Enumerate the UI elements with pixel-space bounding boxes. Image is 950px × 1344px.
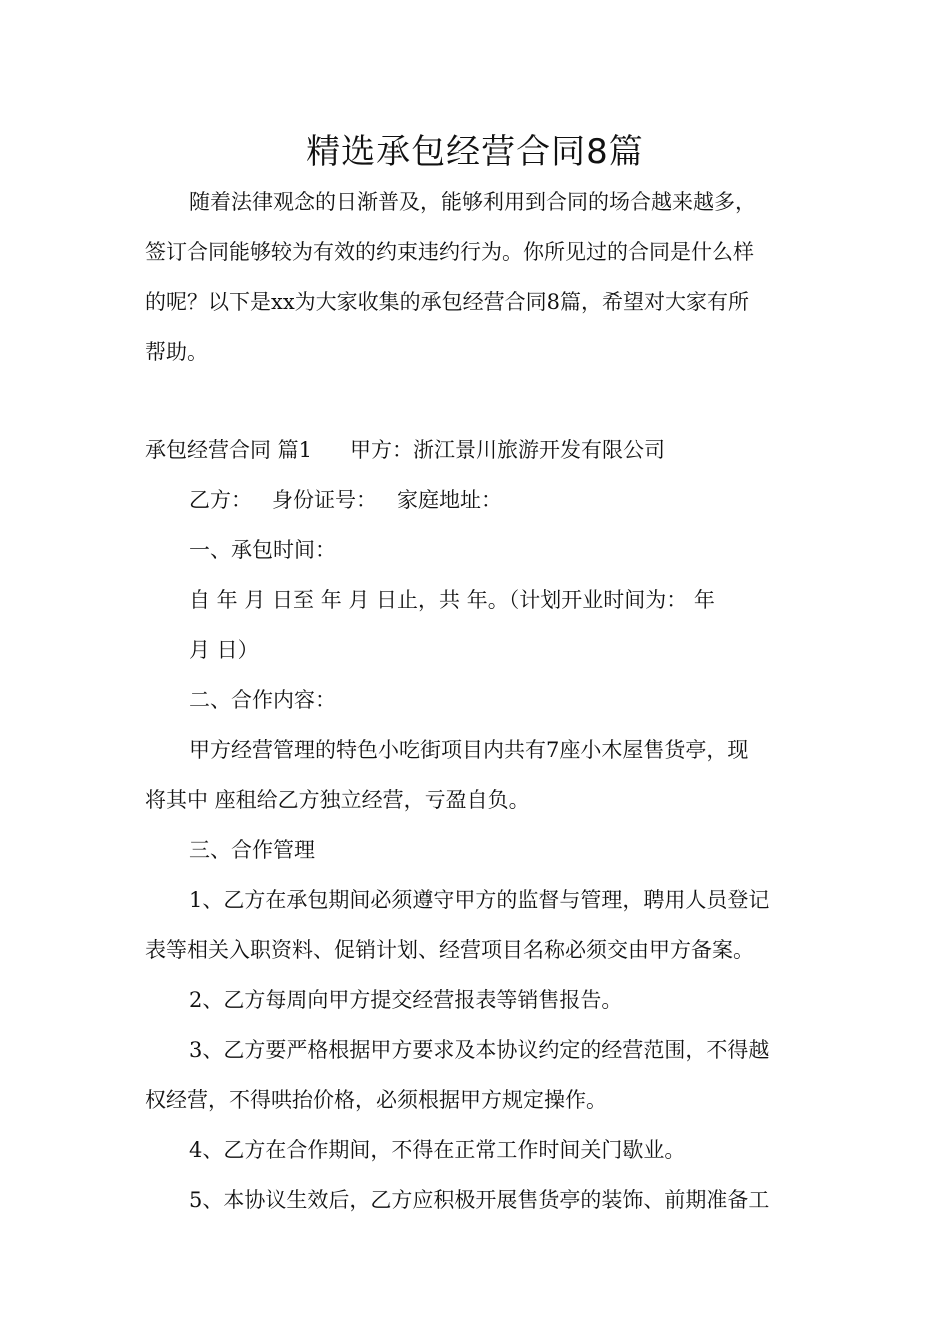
coop-line: 甲方经营管理的特色小吃街项目内共有7座小木屋售货亭，现	[189, 738, 749, 762]
section-heading: 承包经营合同 篇1	[145, 438, 313, 462]
address-label: 家庭地址：	[397, 488, 502, 512]
clause-line: 1、乙方在承包期间必须遵守甲方的监督与管理，聘用人员登记	[189, 888, 770, 912]
term-line: 月 日）	[189, 638, 259, 662]
party-b-label: 乙方：	[189, 488, 252, 512]
mgmt-heading: 三、合作管理	[189, 838, 315, 862]
id-number-label: 身份证号：	[272, 488, 377, 512]
clause-line: 5、本协议生效后，乙方应积极开展售货亭的装饰、前期准备工	[189, 1188, 770, 1212]
intro-line: 帮助。	[145, 340, 208, 364]
term-line: 自 年 月 日至 年 月 日止，共 年。（计划开业时间为： 年	[189, 588, 715, 612]
intro-paragraph	[145, 177, 810, 377]
coop-section	[145, 675, 810, 825]
clause-line: 权经营，不得哄抬价格，必须根据甲方规定操作。	[145, 1088, 607, 1112]
section-header-line	[145, 425, 810, 475]
intro-line: 签订合同能够较为有效的约束违约行为。你所见过的合同是什么样	[145, 240, 754, 264]
coop-heading: 二、合作内容：	[189, 688, 336, 712]
clause-line: 表等相关入职资料、促销计划、经营项目名称必须交由甲方备案。	[145, 938, 754, 962]
clause-line: 3、乙方要严格根据甲方要求及本协议约定的经营范围，不得越	[189, 1038, 770, 1062]
term-section	[145, 525, 810, 675]
clause-line: 2、乙方每周向甲方提交经营报表等销售报告。	[189, 988, 623, 1012]
clause-line: 4、乙方在合作期间，不得在正常工作时间关门歇业。	[189, 1138, 686, 1162]
mgmt-section	[145, 825, 810, 1225]
intro-line: 随着法律观念的日渐普及，能够利用到合同的场合越来越多，	[189, 190, 756, 214]
term-heading: 一、承包时间：	[189, 538, 336, 562]
coop-line: 将其中 座租给乙方独立经营，亏盈自负。	[145, 788, 530, 812]
document-title: 精选承包经营合同8篇	[306, 132, 644, 172]
party-b-line	[145, 475, 810, 525]
party-a: 甲方：浙江景川旅游开发有限公司	[350, 438, 666, 462]
intro-line: 的呢？以下是xx为大家收集的承包经营合同8篇，希望对大家有所	[145, 290, 750, 314]
